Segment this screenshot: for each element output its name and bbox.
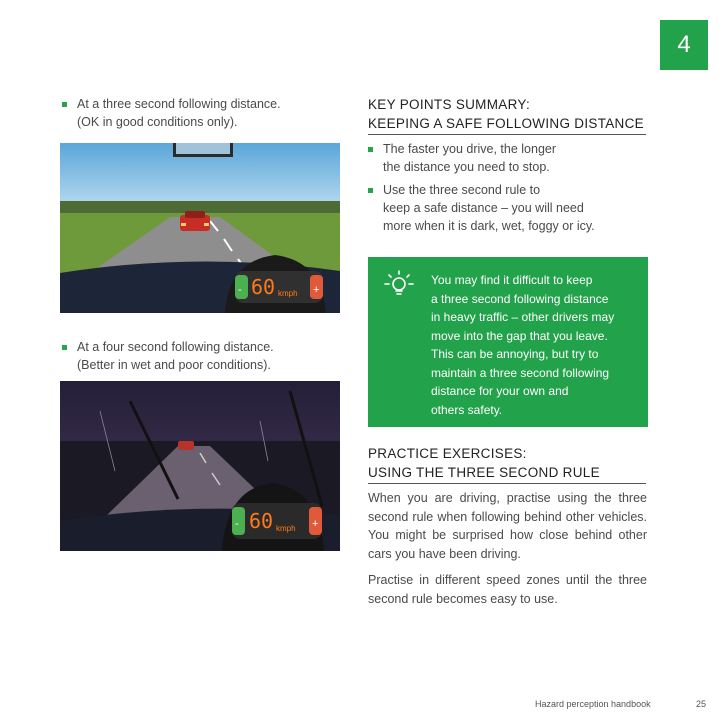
key-point-item-text: Use the three second rule to keep a safe distance – you will need more when it is dark, wet, foggy or icy. bbox=[383, 183, 595, 233]
tip-text: You may find it difficult to keep a three second following distance in heavy traffic – other drivers may move into the gap that you leave. This can be annoying, but try to maintain a three second following distance for your own and others safety. bbox=[431, 273, 615, 417]
speed-value: 60 bbox=[251, 275, 276, 299]
speed-minus: - bbox=[235, 518, 239, 530]
key-point-item bbox=[368, 140, 648, 176]
practice-heading bbox=[368, 444, 646, 484]
practice-heading-line-2: USING THE THREE SECOND RULE bbox=[368, 465, 600, 480]
key-points-heading-line-1: KEY POINTS SUMMARY: bbox=[368, 97, 530, 112]
speed-value: 60 bbox=[249, 509, 274, 533]
caption-four-second bbox=[62, 338, 342, 374]
key-points-heading bbox=[368, 95, 646, 135]
speed-unit: kmph bbox=[276, 524, 296, 533]
practice-paragraph-2: Practise in different speed zones until the three second rule becomes easy to use. bbox=[368, 573, 647, 606]
footer-page-number: 25 bbox=[696, 699, 707, 709]
caption-three-second-text: At a three second following distance. (OK in good conditions only). bbox=[77, 97, 281, 129]
night-driving-image bbox=[60, 381, 340, 551]
day-driving-image bbox=[60, 143, 340, 313]
key-points-heading-line-2: KEEPING A SAFE FOLLOWING DISTANCE bbox=[368, 116, 644, 131]
bullet-marker bbox=[62, 345, 67, 350]
bullet-marker bbox=[368, 147, 373, 152]
footer-handbook-title: Hazard perception handbook bbox=[535, 699, 651, 709]
caption-three-second bbox=[62, 95, 342, 131]
speed-plus: + bbox=[313, 284, 320, 296]
tip-box bbox=[368, 257, 648, 427]
practice-paragraph-1: When you are driving, practise using the three second rule when following behind other vehicles. You might be surprised how close behind other cars you have been driving. bbox=[368, 491, 647, 561]
speed-minus: - bbox=[238, 284, 242, 296]
practice-heading-line-1: PRACTICE EXERCISES: bbox=[368, 446, 527, 461]
key-point-item bbox=[368, 181, 648, 235]
lightbulb-icon bbox=[384, 269, 414, 301]
caption-four-second-text: At a four second following distance. (Better in wet and poor conditions). bbox=[77, 340, 274, 372]
chapter-tab bbox=[660, 20, 708, 70]
speed-unit: kmph bbox=[278, 289, 298, 298]
bullet-marker bbox=[62, 102, 67, 107]
key-point-item-text: The faster you drive, the longer the distance you need to stop. bbox=[383, 142, 557, 174]
bullet-marker bbox=[368, 188, 373, 193]
speed-plus: + bbox=[312, 518, 319, 530]
chapter-number: 4 bbox=[677, 31, 691, 58]
